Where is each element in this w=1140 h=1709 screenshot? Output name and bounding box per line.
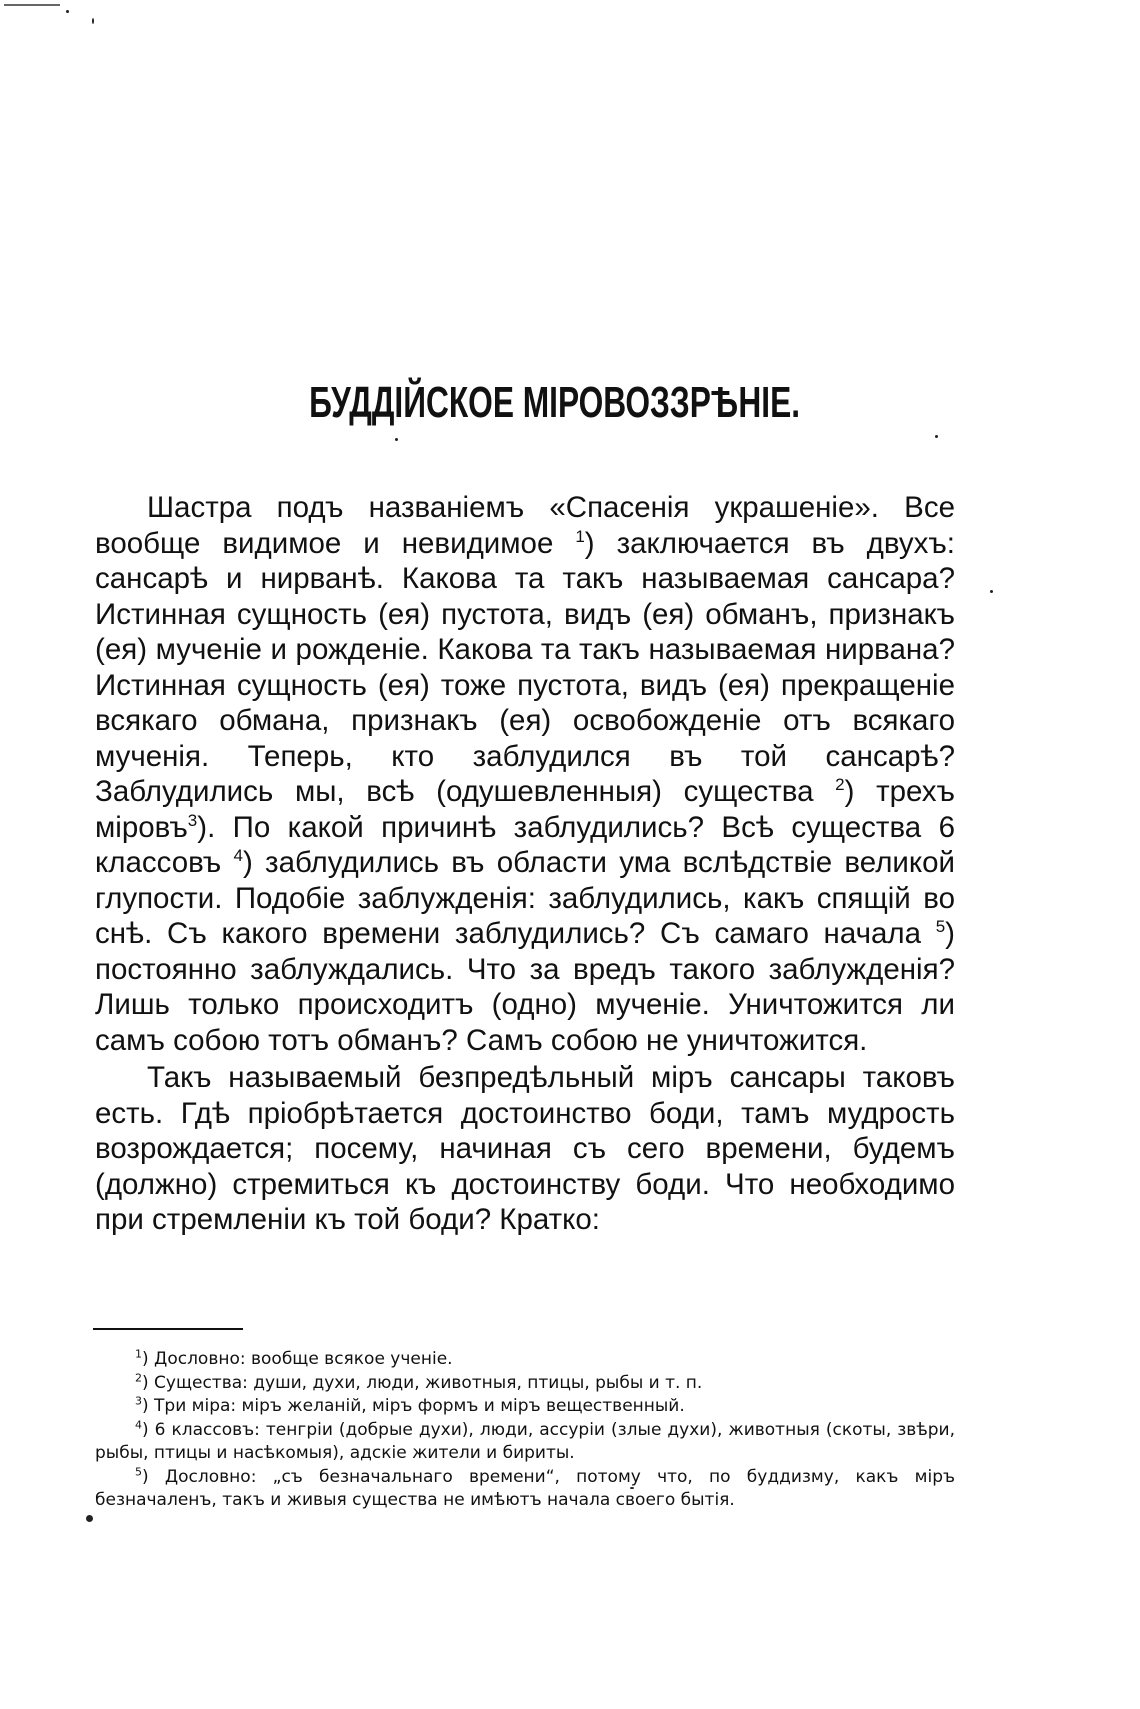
footnote-number: 2: [135, 1370, 142, 1384]
text-run: Шастра подъ названіемъ «Спасенія украшеніе». Все вообще видимое и невидимое: [95, 491, 955, 560]
body-text: [95, 490, 955, 1238]
scan-speck: [935, 435, 938, 438]
paragraph-2: [95, 1060, 955, 1238]
footnote: [95, 1348, 955, 1372]
paragraph-1: [95, 490, 955, 1058]
scan-speck: [395, 438, 398, 441]
footnote-text: ) 6 классовъ: тенгріи (добрые духи), люди, ассуріи (злые духи), животныя (скоты, звѣри, рыбы, птицы и насѣкомыя), адскіе жители и бириты.: [95, 1419, 955, 1463]
footnotes: [95, 1348, 955, 1513]
footnote-text: ) Дословно: „съ безначальнаго времени“, потому что, по буддизму, какъ міръ безначаленъ, такъ и живыя существа не имѣютъ начала своего бытія.: [95, 1466, 955, 1510]
footnote-text: ) Существа: души, духи, люди, животныя, птицы, рыбы и т. п.: [142, 1372, 703, 1393]
text-run: ) заключается въ двухъ: сансарѣ и нирванѣ. Какова та такъ называемая сансара? Истинная сущность (ея) пустота, видъ (ея) обманъ, признакъ (ея) мученіе и рожденіе. Какова та такъ называемая нирвана? Истинная сущность (ея) тоже пустота, видъ (ея) прекращеніе всякаго обмана, признакъ (ея) освобожденіе отъ всякаго мученія. Теперь, кто заблудился въ той сансарѣ? Заблудились мы, всѣ (одушевленныя) существа: [95, 526, 955, 808]
text-run: ) заблудились въ области ума вслѣдствіе великой глупости. Подобіе заблужденія: заблудились, какъ спящій во снѣ. Съ какого времени заблудились? Съ самаго начала: [95, 846, 956, 950]
footnote-number: 1: [135, 1347, 142, 1361]
footnote-number: 4: [135, 1417, 142, 1431]
footnote: [95, 1372, 955, 1396]
footnote-ref: 5: [935, 917, 946, 937]
scan-speck: [4, 4, 60, 6]
footnote: [95, 1419, 955, 1466]
scan-speck: [66, 10, 69, 13]
footnote-number: 5: [135, 1464, 142, 1478]
page-title: БУДДІЙСКОЕ МІРОВОЗЗРѢНІЕ.: [309, 378, 801, 427]
text-run: Такъ называемый безпредѣльный міръ сансары таковъ есть. Гдѣ пріобрѣтается достоинство боди, тамъ мудрость возрождается; посему, начиная съ сего времени, будемъ (должно) стремиться къ достоинству боди. Что необходимо при стремленіи къ той боди? Кратко:: [95, 1061, 955, 1236]
footnote-divider: [93, 1328, 243, 1330]
footnote-ref: 1: [575, 526, 585, 546]
footnote-number: 3: [135, 1394, 142, 1408]
text-run: ) постоянно заблуждались. Что за вредъ такого заблужденія? Лишь только происходитъ (одно) мученіе. Уничтожится ли самъ собою тотъ обманъ? Самъ собою не уничтожится.: [95, 917, 955, 1057]
text-run: ). По какой причинѣ заблудились? Всѣ существа 6 классовъ: [95, 810, 955, 879]
footnote-ref: 3: [187, 810, 198, 830]
scan-speck: [990, 590, 993, 593]
footnote: [95, 1395, 955, 1419]
scan-speck: [86, 1515, 93, 1522]
scan-speck: [92, 18, 94, 24]
footnote-text: ) Дословно: вообще всякое ученіе.: [142, 1349, 453, 1369]
text-run: ) трехъ міровъ: [95, 775, 955, 844]
footnote: [95, 1466, 955, 1513]
footnote-ref: 4: [233, 846, 243, 866]
footnote-text: ) Три міра: міръ желаній, міръ формъ и міръ вещественный.: [142, 1396, 685, 1416]
footnote-ref: 2: [835, 775, 845, 795]
